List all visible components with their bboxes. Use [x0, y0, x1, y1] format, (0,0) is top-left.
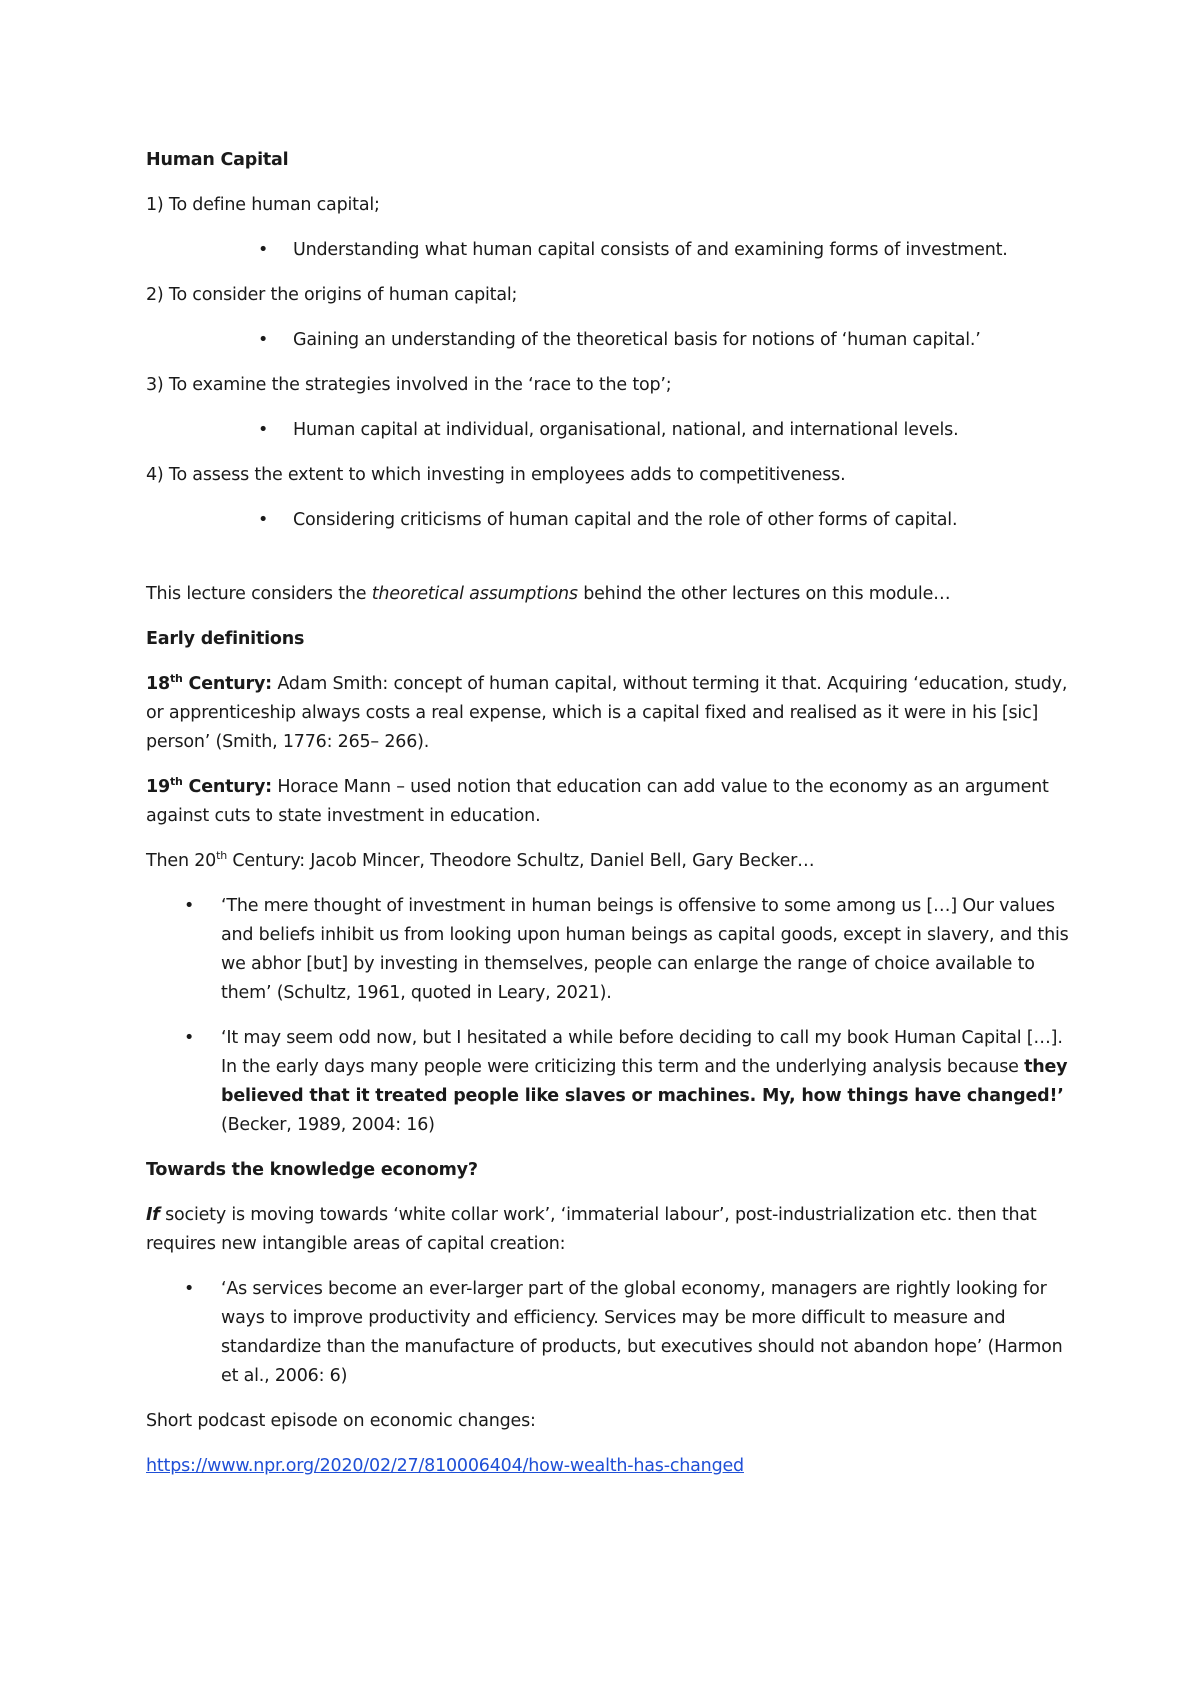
intro-emphasis: theoretical assumptions [371, 584, 578, 604]
becker-quote [146, 1024, 1070, 1140]
century-19-paragraph [146, 773, 1070, 831]
if-emphasis: If [146, 1205, 160, 1225]
bullet-text: Gaining an understanding of the theoretical basis for notions of ‘human capital.’ [293, 330, 981, 350]
objective-3-bullet [146, 416, 1070, 445]
century-18-label: 18th Century: [146, 672, 272, 694]
objective-3: 3) To examine the strategies involved in the ‘race to the top’; [146, 375, 672, 395]
century-20-paragraph: Then 20th Century: Jacob Mincer, Theodore Schultz, Daniel Bell, Gary Becker… [146, 849, 815, 871]
objective-2-bullet [146, 326, 1070, 355]
schultz-quote [146, 892, 1070, 1008]
bullet-icon: • [184, 896, 195, 916]
objective-1: 1) To define human capital; [146, 195, 380, 215]
harmon-quote [146, 1275, 1070, 1391]
objective-2: 2) To consider the origins of human capital; [146, 285, 518, 305]
century-19-label: 19th Century: [146, 775, 272, 797]
objective-4: 4) To assess the extent to which investing in employees adds to competitiveness. [146, 465, 846, 485]
bullet-icon: • [258, 330, 269, 350]
bullet-icon: • [258, 510, 269, 530]
podcast-link[interactable]: https://www.npr.org/2020/02/27/810006404/how-wealth-has-changed [146, 1456, 744, 1476]
quote-text: ‘The mere thought of investment in human beings is offensive to some among us […] Our values and beliefs inhibit us from looking upon human beings as capital goods, except in slavery, and this we abhor [but] by investing in themselves, people can enlarge the range of choice available to them’ (Schultz, 1961, quoted in Leary, 2021). [221, 896, 1069, 1003]
blank-line [146, 551, 1070, 580]
intro-paragraph [146, 580, 1070, 609]
early-definitions-heading: Early definitions [146, 629, 305, 649]
podcast-label: Short podcast episode on economic changes: [146, 1411, 536, 1431]
intro-text: This lecture considers the [146, 584, 372, 604]
knowledge-economy-paragraph [146, 1201, 1070, 1259]
quote-text: ‘As services become an ever-larger part of the global economy, managers are rightly looking for ways to improve productivity and efficiency. Services may be more difficult to measure and standardize than the manufacture of products, but executives should not abandon hope’ (Harmon et al., 2006: 6) [221, 1279, 1063, 1386]
bullet-icon: • [184, 1028, 195, 1048]
century-18-paragraph [146, 670, 1070, 757]
bullet-icon: • [258, 240, 269, 260]
bullet-text: Understanding what human capital consists of and examining forms of investment. [293, 240, 1008, 260]
objective-1-bullet [146, 236, 1070, 265]
intro-text-end: behind the other lectures on this module… [577, 584, 951, 604]
century-19-text: Horace Mann – used notion that education can add value to the economy as an argument against cuts to state investment in education. [146, 777, 1049, 826]
podcast-link-row [146, 1452, 1070, 1481]
quote-text: ‘It may seem odd now, but I hesitated a while before deciding to call my book Human Capital […]. In the early days many people were criticizing this term and the underlying analysis because they believed that it treated people like slaves or machines. My, how things have changed!’ (Becker, 1989, 2004: 16) [221, 1028, 1068, 1135]
document-title: Human Capital [146, 150, 289, 170]
bullet-icon: • [258, 420, 269, 440]
century-18-text: Adam Smith: concept of human capital, without terming it that. Acquiring ‘education, study, or apprenticeship always costs a real expense, which is a capital fixed and realised as it were in his [sic] person’ (Smith, 1776: 265– 266). [146, 674, 1068, 752]
objective-4-bullet [146, 506, 1070, 535]
bullet-icon: • [184, 1279, 195, 1299]
bullet-text: Considering criticisms of human capital and the role of other forms of capital. [293, 510, 958, 530]
knowledge-economy-heading: Towards the knowledge economy? [146, 1160, 478, 1180]
knowledge-economy-text: society is moving towards ‘white collar work’, ‘immaterial labour’, post-industrialization etc. then that requires new intangible areas of capital creation: [146, 1205, 1037, 1254]
bullet-text: Human capital at individual, organisational, national, and international levels. [293, 420, 959, 440]
